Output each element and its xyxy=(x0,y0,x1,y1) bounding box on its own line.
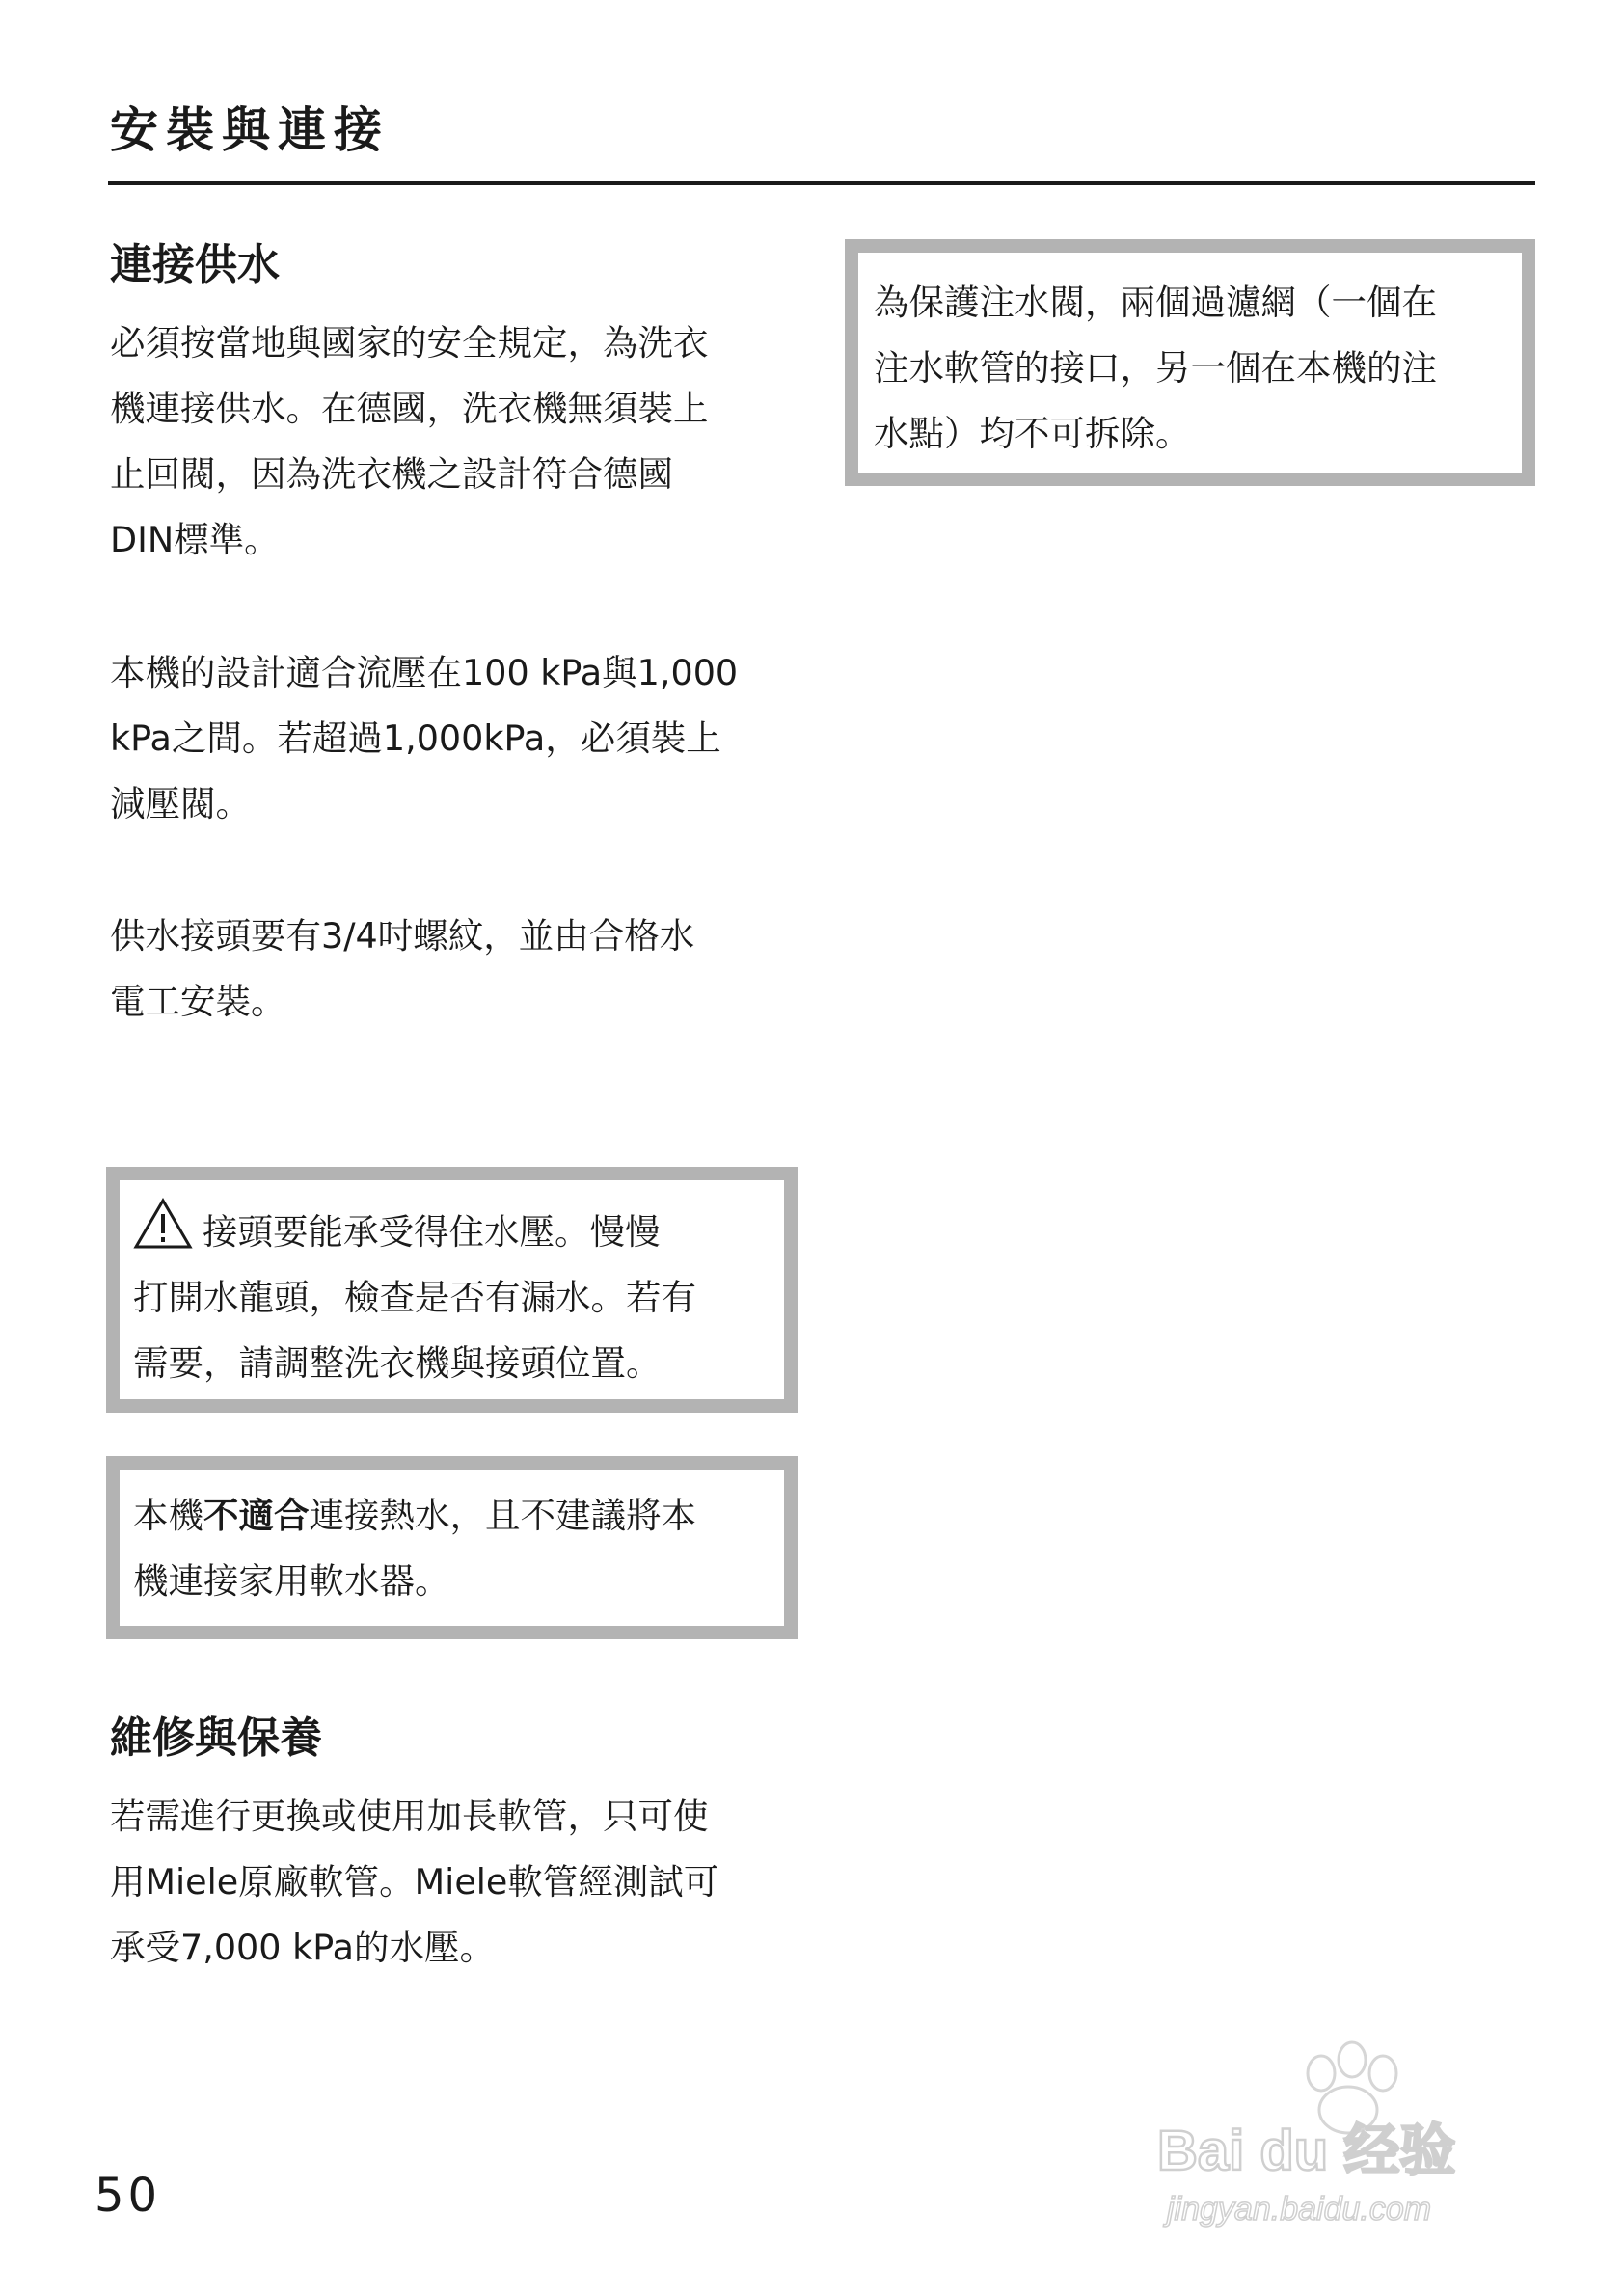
warning-line-3: 需要，請調整洗衣機與接頭位置。 xyxy=(133,1342,662,1384)
filter-line: 注水軟管的接口，另一個在本機的注 xyxy=(874,347,1437,389)
paragraph-line: kPa之間。若超過1,000kPa，必須裝上 xyxy=(110,717,721,759)
warning-line-1 xyxy=(133,1198,696,1265)
page-header-title: 安裝與連接 xyxy=(110,102,390,158)
note-box-hot-water xyxy=(106,1456,798,1639)
paragraph-line: 若需進行更換或使用加長軟管，只可使 xyxy=(110,1796,709,1837)
filter-line: 為保護注水閥，兩個過濾網（一個在 xyxy=(874,282,1437,323)
paragraph-safety-rules xyxy=(110,311,709,573)
warning-triangle-icon xyxy=(133,1198,193,1250)
filter-text xyxy=(874,270,1437,467)
page-number: 50 xyxy=(95,2169,162,2223)
paragraph-line: 機連接供水。在德國，洗衣機無須裝上 xyxy=(110,388,709,429)
baidu-watermark-logo xyxy=(1138,2035,1543,2237)
note-prefix: 本機 xyxy=(133,1495,203,1536)
note-emphasis: 不適合 xyxy=(203,1495,310,1536)
paragraph-line: 本機的設計適合流壓在100 kPa與1,000 xyxy=(110,652,739,693)
warning-line-text: 接頭要能承受得住水壓。慢慢 xyxy=(203,1211,661,1253)
paragraph-line: 供水接頭要有3/4吋螺紋，並由合格水 xyxy=(110,915,695,957)
note-text xyxy=(133,1483,696,1614)
paragraph-line: 電工安裝。 xyxy=(110,981,286,1022)
warning-text xyxy=(133,1198,696,1396)
note-line-2: 機連接家用軟水器。 xyxy=(133,1560,450,1602)
section-title-maintenance: 維修與保養 xyxy=(110,1714,322,1763)
paragraph-line: 必須按當地與國家的安全規定，為洗衣 xyxy=(110,322,709,364)
filter-line: 水點）均不可拆除。 xyxy=(874,413,1191,454)
paragraph-connector-thread xyxy=(110,904,694,1035)
paragraph-line: 用Miele原廠軟管。Miele軟管經測試可 xyxy=(110,1861,719,1903)
paragraph-flow-pressure xyxy=(110,640,738,837)
note-line-1 xyxy=(133,1483,696,1549)
paragraph-line: 止回閥，因為洗衣機之設計符合德國 xyxy=(110,453,673,495)
paragraph-line: 減壓閥。 xyxy=(110,783,251,824)
watermark-logo-text: Bai du 经验 xyxy=(1157,2120,1456,2182)
paragraph-line: DIN標準。 xyxy=(110,519,280,560)
header-rule xyxy=(108,181,1535,185)
watermark-url: jingyan.baidu.com xyxy=(1167,2191,1432,2228)
paragraph-line: 承受7,000 kPa的水壓。 xyxy=(110,1927,495,1968)
section-title-water-supply: 連接供水 xyxy=(110,240,280,289)
warning-box xyxy=(106,1167,798,1413)
note-box-filters xyxy=(845,239,1535,486)
paragraph-maintenance xyxy=(110,1784,718,1981)
warning-line-2: 打開水龍頭，檢查是否有漏水。若有 xyxy=(133,1277,696,1318)
note-line-rest: 連接熱水，且不建議將本 xyxy=(309,1495,696,1536)
